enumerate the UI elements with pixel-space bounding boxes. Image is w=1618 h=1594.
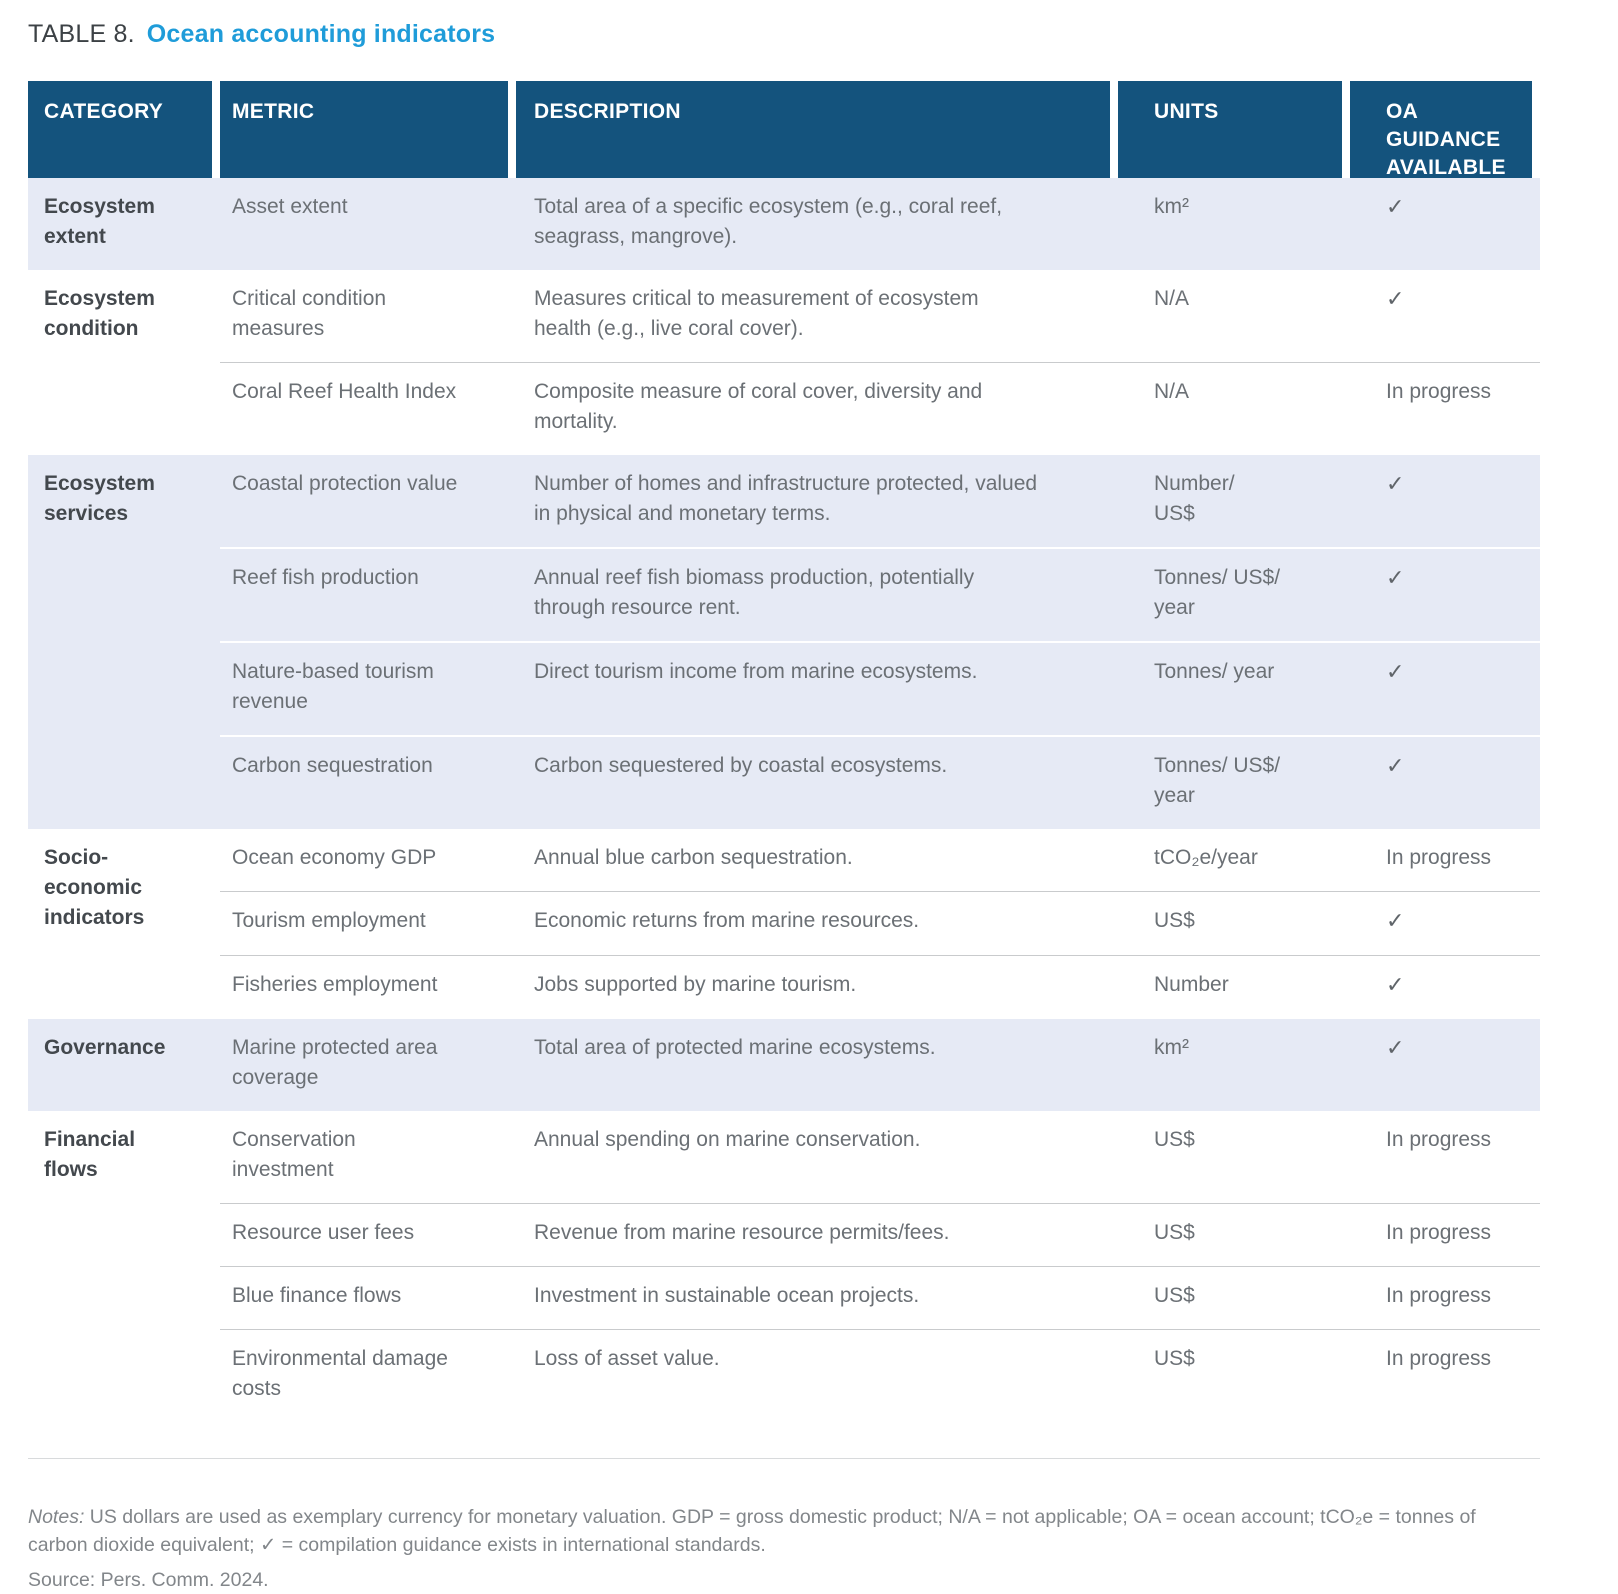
guidance-cell [1350, 284, 1540, 344]
category-cell: Ecosystem extent [44, 195, 155, 248]
description-cell: Measures critical to measurement of ecosystem health (e.g., live coral cover). [534, 287, 979, 340]
table-title [28, 20, 1618, 49]
guidance-cell [1350, 1125, 1540, 1185]
header-cell-units: UNITS [1118, 81, 1342, 178]
table-header-row [28, 81, 1540, 178]
units-cell: N/A [1154, 287, 1190, 310]
source-text: Pers. Comm. 2024. [95, 1569, 269, 1591]
units-cell: Tonnes/ US$/ year [1154, 566, 1281, 619]
guidance-cell [1350, 1218, 1540, 1248]
metric-cell: Ocean economy GDP [232, 846, 437, 869]
table-row [220, 547, 1540, 641]
category-cell: Ecosystem services [44, 472, 155, 525]
metric-cell: Carbon sequestration [232, 754, 433, 777]
guidance-cell [1350, 563, 1540, 623]
category-cell: Socio- economic indicators [44, 846, 145, 929]
notes-label: Notes: [28, 1506, 85, 1528]
guidance-cell [1350, 469, 1540, 529]
units-cell: Number/ US$ [1154, 472, 1235, 525]
guidance-cell [1350, 843, 1540, 873]
metric-cell: Critical condition measures [232, 287, 387, 340]
table-number-label: TABLE 8. [28, 20, 135, 48]
table-row [220, 955, 1540, 1019]
guidance-cell [1350, 970, 1540, 1001]
table-body [28, 178, 1540, 1458]
category-rows [220, 178, 1540, 270]
header-cell-description: DESCRIPTION [516, 81, 1110, 178]
units-cell: US$ [1154, 1128, 1195, 1151]
table-row [220, 1329, 1540, 1422]
table-row [220, 1203, 1540, 1266]
guidance-cell [1350, 751, 1540, 811]
category-rows [220, 1019, 1540, 1111]
table-row [220, 1266, 1540, 1329]
category-rows [220, 829, 1540, 1019]
guidance-cell [1350, 192, 1540, 252]
category-group [28, 270, 1540, 455]
table-source [28, 1566, 1618, 1594]
metric-cell: Nature-based tourism revenue [232, 660, 434, 713]
table-row [220, 735, 1540, 829]
guidance-cell [1350, 1033, 1540, 1093]
units-cell: tCO₂e/year [1154, 846, 1258, 869]
table-row [220, 455, 1540, 547]
check-icon: ✓ [1386, 194, 1405, 219]
guidance-status-text: In progress [1386, 846, 1492, 869]
category-rows [220, 270, 1540, 455]
metric-cell: Conservation investment [232, 1128, 356, 1181]
units-cell: km² [1154, 195, 1189, 218]
description-cell: Annual reef fish biomass production, potentially through resource rent. [534, 566, 975, 619]
description-cell: Investment in sustainable ocean projects. [534, 1284, 920, 1307]
category-group [28, 829, 1540, 1019]
metric-cell: Coral Reef Health Index [232, 380, 457, 403]
metric-cell: Reef fish production [232, 566, 419, 589]
category-cell: Governance [44, 1036, 166, 1059]
units-cell: Tonnes/ year [1154, 660, 1275, 683]
description-cell: Annual blue carbon sequestration. [534, 846, 853, 869]
category-cell: Ecosystem condition [44, 287, 155, 340]
guidance-cell [1350, 657, 1540, 717]
metric-cell: Fisheries employment [232, 973, 438, 996]
category-group [28, 455, 1540, 829]
check-icon: ✓ [1386, 1035, 1405, 1060]
units-cell: US$ [1154, 1221, 1195, 1244]
category-group [28, 1019, 1540, 1111]
category-rows [220, 1111, 1540, 1422]
description-cell: Number of homes and infrastructure protected, valued in physical and monetary terms. [534, 472, 1038, 525]
description-cell: Total area of a specific ecosystem (e.g., coral reef, seagrass, mangrove). [534, 195, 1003, 248]
table-title-text: Ocean accounting indicators [146, 20, 496, 48]
units-cell: US$ [1154, 1284, 1195, 1307]
check-icon: ✓ [1386, 972, 1405, 997]
category-group [28, 178, 1540, 270]
table-row [220, 178, 1540, 270]
description-cell: Annual spending on marine conservation. [534, 1128, 921, 1151]
metric-cell: Asset extent [232, 195, 348, 218]
description-cell: Carbon sequestered by coastal ecosystems. [534, 754, 948, 777]
notes-text: US dollars are used as exemplary currency for monetary valuation. GDP = gross domestic product; N/A = not applicable; OA = ocean account; tCO₂e = tonnes of carbon dioxide equivalent; ✓ = compilation guidance exists in international standards. [28, 1506, 1476, 1556]
description-cell: Revenue from marine resource permits/fees. [534, 1221, 950, 1244]
guidance-status-text: In progress [1386, 1284, 1492, 1307]
table-row [220, 362, 1540, 455]
metric-cell: Coastal protection value [232, 472, 458, 495]
check-icon: ✓ [1386, 908, 1405, 933]
metric-cell: Environmental damage costs [232, 1347, 448, 1400]
guidance-status-text: In progress [1386, 1128, 1492, 1151]
table-row [220, 641, 1540, 735]
units-cell: N/A [1154, 380, 1190, 403]
check-icon: ✓ [1386, 565, 1405, 590]
units-cell: US$ [1154, 1347, 1195, 1370]
metric-cell: Resource user fees [232, 1221, 415, 1244]
header-cell-oa-guidance: OA GUIDANCE AVAILABLE [1350, 81, 1532, 178]
category-group [28, 1111, 1540, 1458]
metric-cell: Tourism employment [232, 909, 426, 932]
table-row [220, 891, 1540, 955]
check-icon: ✓ [1386, 659, 1405, 684]
guidance-status-text: In progress [1386, 1347, 1492, 1370]
check-icon: ✓ [1386, 753, 1405, 778]
description-cell: Jobs supported by marine tourism. [534, 973, 857, 996]
table-row [220, 1111, 1540, 1203]
table-row [220, 270, 1540, 362]
description-cell: Direct tourism income from marine ecosystems. [534, 660, 978, 683]
check-icon: ✓ [1386, 286, 1405, 311]
check-icon: ✓ [1386, 471, 1405, 496]
category-rows [220, 455, 1540, 829]
header-cell-metric: METRIC [220, 81, 508, 178]
units-cell: Number [1154, 973, 1229, 996]
units-cell: km² [1154, 1036, 1189, 1059]
ocean-accounting-table [28, 81, 1540, 1459]
guidance-status-text: In progress [1386, 1221, 1492, 1244]
metric-cell: Marine protected area coverage [232, 1036, 438, 1089]
description-cell: Loss of asset value. [534, 1347, 720, 1370]
guidance-cell [1350, 1281, 1540, 1311]
units-cell: US$ [1154, 909, 1195, 932]
units-cell: Tonnes/ US$/ year [1154, 754, 1281, 807]
guidance-cell [1350, 377, 1540, 437]
header-cell-category: CATEGORY [28, 81, 212, 178]
guidance-cell [1350, 906, 1540, 937]
description-cell: Economic returns from marine resources. [534, 909, 920, 932]
table-notes [28, 1503, 1478, 1559]
category-cell: Financial flows [44, 1128, 136, 1181]
source-label: Source: [28, 1569, 96, 1591]
table-bottom-rule [28, 1458, 1540, 1459]
table-row [220, 1019, 1540, 1111]
metric-cell: Blue finance flows [232, 1284, 402, 1307]
guidance-cell [1350, 1344, 1540, 1404]
table-row [220, 829, 1540, 891]
description-cell: Total area of protected marine ecosystems. [534, 1036, 936, 1059]
guidance-status-text: In progress [1386, 380, 1492, 403]
description-cell: Composite measure of coral cover, diversity and mortality. [534, 380, 983, 433]
